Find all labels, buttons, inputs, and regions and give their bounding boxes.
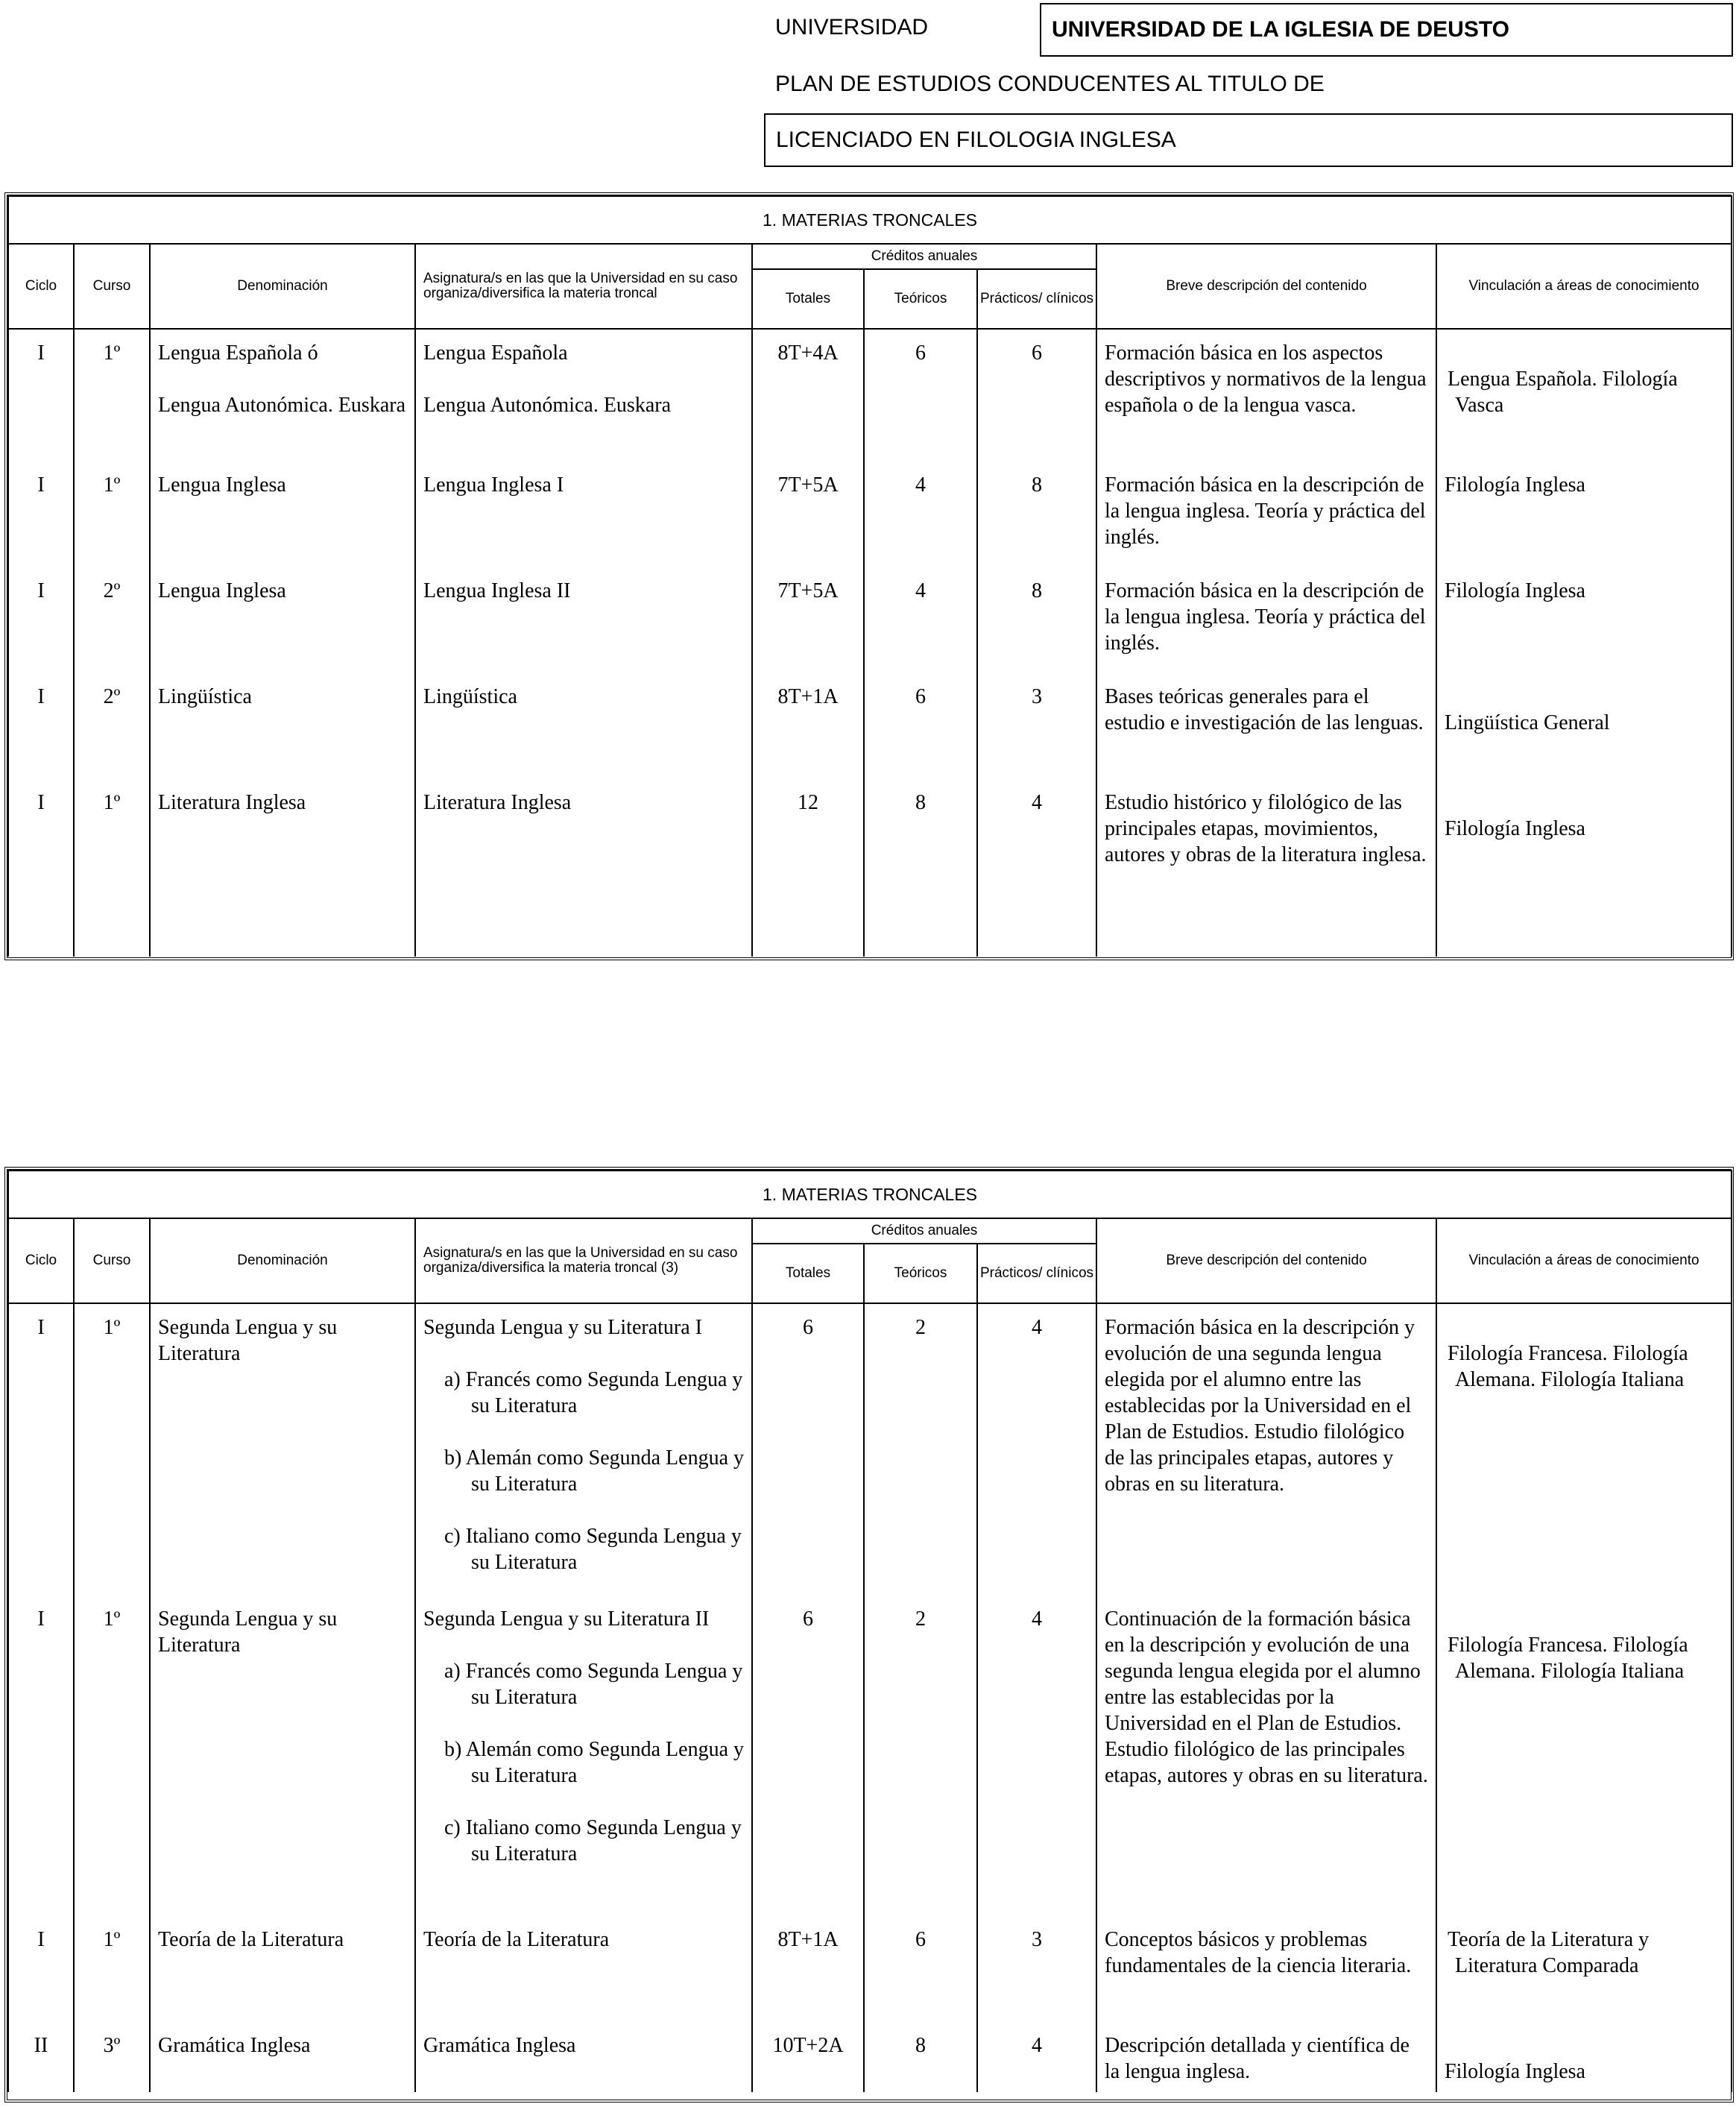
cell-denominacion: Lingüística	[150, 673, 415, 779]
table-2-title: 1. MATERIAS TRONCALES	[8, 1171, 1732, 1218]
cell-asignatura: Literatura Inglesa	[415, 779, 752, 957]
cell-denominacion: Lengua Inglesa	[150, 462, 415, 567]
cell-teoricos: 2	[864, 1303, 977, 1596]
cell-descripcion: Conceptos básicos y problemas fundamentales de la ciencia literaria.	[1096, 1916, 1436, 2022]
cell-vinculacion: Lengua Española. Filología Vasca	[1436, 329, 1732, 462]
col-totales: Totales	[752, 1244, 864, 1303]
col-curso: Curso	[74, 1218, 150, 1303]
universidad-value: UNIVERSIDAD DE LA IGLESIA DE DEUSTO	[1040, 3, 1733, 57]
cell-asignatura: Segunda Lengua y su Literatura I a) Francés como Segunda Lengua y su Literatura b) Alemán como Segunda Lengua y su Literatura c) Italiano como Segunda Lengua y su Literatura	[415, 1303, 752, 1596]
titulo-value: LICENCIADO EN FILOLOGIA INGLESA	[764, 113, 1733, 167]
cell-teoricos: 4	[864, 462, 977, 567]
cell-denominacion: Lengua Inglesa	[150, 567, 415, 673]
cell-teoricos: 6	[864, 673, 977, 779]
cell-teoricos: 4	[864, 567, 977, 673]
cell-totales: 12	[752, 779, 864, 957]
cell-ciclo: I	[8, 1596, 74, 1916]
col-descripcion: Breve descripción del contenido	[1096, 1218, 1436, 1303]
col-ciclo: Ciclo	[8, 1218, 74, 1303]
col-vinculacion: Vinculación a áreas de conocimiento	[1436, 1218, 1732, 1303]
cell-ciclo: I	[8, 462, 74, 567]
cell-curso: 1º	[74, 329, 150, 462]
cell-teoricos: 8	[864, 779, 977, 957]
cell-asignatura: Lengua Inglesa II	[415, 567, 752, 673]
cell-practicos: 4	[977, 779, 1096, 957]
table-row	[8, 462, 1732, 567]
table-row	[8, 1916, 1732, 2022]
table-row	[8, 2022, 1732, 2092]
cell-practicos: 8	[977, 567, 1096, 673]
cell-totales: 8T+1A	[752, 673, 864, 779]
cell-ciclo: I	[8, 329, 74, 462]
cell-asignatura: Gramática Inglesa	[415, 2022, 752, 2092]
materias-troncales-table-1	[4, 192, 1734, 960]
cell-teoricos: 8	[864, 2022, 977, 2092]
cell-vinculacion: Filología Inglesa	[1436, 779, 1732, 957]
cell-teoricos: 6	[864, 329, 977, 462]
table-2	[7, 1170, 1732, 2092]
universidad-label: UNIVERSIDAD	[775, 15, 929, 40]
cell-ciclo: I	[8, 779, 74, 957]
cell-asignatura: Segunda Lengua y su Literatura II a) Francés como Segunda Lengua y su Literatura b) Alemán como Segunda Lengua y su Literatura c) Italiano como Segunda Lengua y su Literatura	[415, 1596, 752, 1916]
cell-totales: 6	[752, 1596, 864, 1916]
cell-vinculacion: Filología Inglesa	[1436, 462, 1732, 567]
cell-descripcion: Formación básica en la descripción y evolución de una segunda lengua elegida por el alumno entre las establecidas por la Universidad en el Plan de Estudios. Estudio filológico de las principales etapas, autores y obras en su literatura.	[1096, 1303, 1436, 1596]
cell-totales: 8T+1A	[752, 1916, 864, 2022]
col-vinculacion: Vinculación a áreas de conocimiento	[1436, 244, 1732, 329]
cell-ciclo: II	[8, 2022, 74, 2092]
cell-ciclo: I	[8, 673, 74, 779]
cell-totales: 7T+5A	[752, 567, 864, 673]
cell-totales: 6	[752, 1303, 864, 1596]
cell-asignatura: Lingüística	[415, 673, 752, 779]
cell-curso: 1º	[74, 462, 150, 567]
table-row	[8, 1303, 1732, 1596]
col-asignatura: Asignatura/s en las que la Universidad en su caso organiza/diversifica la materia troncal (3)	[415, 1218, 752, 1303]
table-row	[8, 567, 1732, 673]
cell-ciclo: I	[8, 1916, 74, 2022]
cell-asignatura: Teoría de la Literatura	[415, 1916, 752, 2022]
cell-practicos: 3	[977, 673, 1096, 779]
cell-vinculacion: Teoría de la Literatura y Literatura Comparada	[1436, 1916, 1732, 2022]
cell-teoricos: 2	[864, 1596, 977, 1916]
cell-descripcion: Descripción detallada y científica de la lengua inglesa.	[1096, 2022, 1436, 2092]
cell-denominacion: Gramática Inglesa	[150, 2022, 415, 2092]
table-1	[7, 195, 1732, 957]
cell-curso: 1º	[74, 779, 150, 957]
col-totales: Totales	[752, 269, 864, 329]
cell-descripcion: Formación básica en la descripción de la lengua inglesa. Teoría y práctica del inglés.	[1096, 462, 1436, 567]
cell-asignatura: Lengua Española Lengua Autonómica. Euskara	[415, 329, 752, 462]
cell-asignatura: Lengua Inglesa I	[415, 462, 752, 567]
cell-curso: 3º	[74, 2022, 150, 2092]
cell-totales: 7T+5A	[752, 462, 864, 567]
cell-practicos: 8	[977, 462, 1096, 567]
cell-ciclo: I	[8, 1303, 74, 1596]
cell-denominacion: Segunda Lengua y su Literatura	[150, 1596, 415, 1916]
cell-denominacion: Lengua Española ó Lengua Autonómica. Euskara	[150, 329, 415, 462]
col-creditos: Créditos anuales	[752, 1218, 1096, 1244]
col-practicos: Prácticos/ clínicos	[977, 1244, 1096, 1303]
plan-label: PLAN DE ESTUDIOS CONDUCENTES AL TITULO DE	[775, 72, 1325, 96]
cell-denominacion: Teoría de la Literatura	[150, 1916, 415, 2022]
cell-ciclo: I	[8, 567, 74, 673]
cell-vinculacion: Filología Inglesa	[1436, 567, 1732, 673]
col-teoricos: Teóricos	[864, 269, 977, 329]
col-descripcion: Breve descripción del contenido	[1096, 244, 1436, 329]
col-asignatura: Asignatura/s en las que la Universidad en su caso organiza/diversifica la materia troncal	[415, 244, 752, 329]
cell-descripcion: Bases teóricas generales para el estudio e investigación de las lenguas.	[1096, 673, 1436, 779]
cell-descripcion: Estudio histórico y filológico de las principales etapas, movimientos, autores y obras de la literatura inglesa.	[1096, 779, 1436, 957]
table-row	[8, 779, 1732, 957]
cell-vinculacion: Filología Francesa. Filología Alemana. Filología Italiana	[1436, 1596, 1732, 1916]
cell-curso: 2º	[74, 567, 150, 673]
col-practicos: Prácticos/ clínicos	[977, 269, 1096, 329]
col-ciclo: Ciclo	[8, 244, 74, 329]
cell-denominacion: Segunda Lengua y su Literatura	[150, 1303, 415, 1596]
col-denominacion: Denominación	[150, 244, 415, 329]
col-teoricos: Teóricos	[864, 1244, 977, 1303]
table-row	[8, 673, 1732, 779]
cell-totales: 8T+4A	[752, 329, 864, 462]
cell-practicos: 4	[977, 1596, 1096, 1916]
col-denominacion: Denominación	[150, 1218, 415, 1303]
table-1-title: 1. MATERIAS TRONCALES	[8, 196, 1732, 244]
cell-vinculacion: Lingüística General	[1436, 673, 1732, 779]
cell-denominacion: Literatura Inglesa	[150, 779, 415, 957]
cell-practicos: 4	[977, 1303, 1096, 1596]
cell-practicos: 3	[977, 1916, 1096, 2022]
cell-teoricos: 6	[864, 1916, 977, 2022]
table-row	[8, 329, 1732, 462]
cell-curso: 1º	[74, 1916, 150, 2022]
cell-vinculacion: Filología Inglesa	[1436, 2022, 1732, 2092]
cell-descripcion: Formación básica en los aspectos descriptivos y normativos de la lengua española o de la lengua vasca.	[1096, 329, 1436, 462]
col-creditos: Créditos anuales	[752, 244, 1096, 269]
cell-descripcion: Formación básica en la descripción de la lengua inglesa. Teoría y práctica del inglés.	[1096, 567, 1436, 673]
cell-curso: 1º	[74, 1303, 150, 1596]
cell-totales: 10T+2A	[752, 2022, 864, 2092]
cell-vinculacion: Filología Francesa. Filología Alemana. Filología Italiana	[1436, 1303, 1732, 1596]
table-row	[8, 1596, 1732, 1916]
col-curso: Curso	[74, 244, 150, 329]
cell-descripcion: Continuación de la formación básica en la descripción y evolución de una segunda lengua elegida por el alumno entre las establecidas por la Universidad en el Plan de Estudios. Estudio filológico de las principales etapas, autores y obras en su literatura.	[1096, 1596, 1436, 1916]
cell-practicos: 4	[977, 2022, 1096, 2092]
materias-troncales-table-2	[4, 1167, 1734, 2103]
cell-practicos: 6	[977, 329, 1096, 462]
cell-curso: 2º	[74, 673, 150, 779]
cell-curso: 1º	[74, 1596, 150, 1916]
